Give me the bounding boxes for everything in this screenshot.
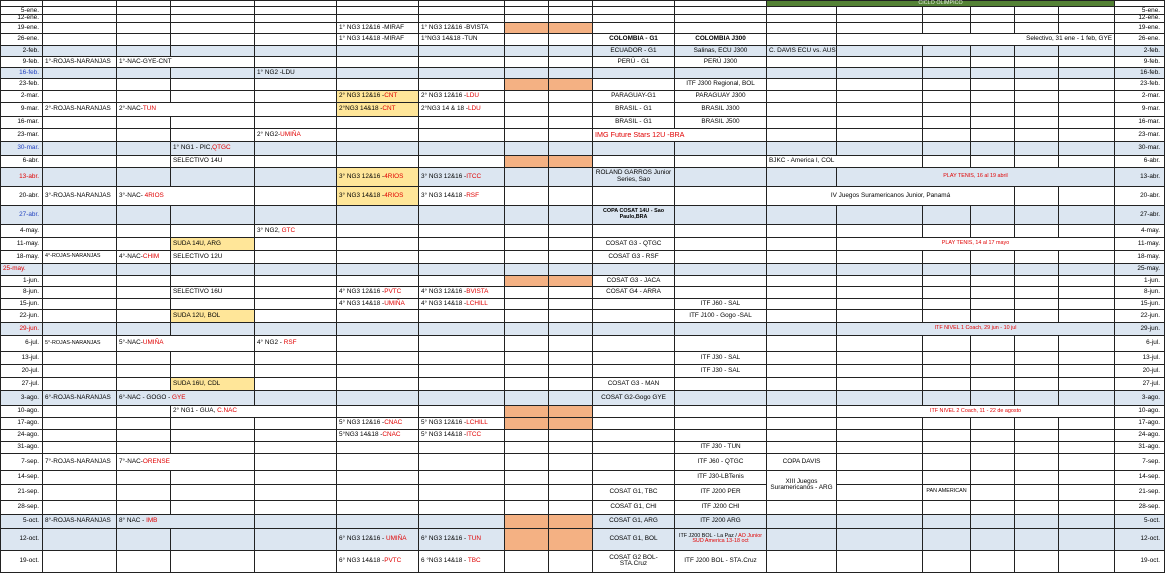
itf-col: ITF J300 Regional, BOL (675, 78, 767, 90)
week-date-right: 2-mar. (1115, 90, 1165, 102)
nac-col: 3°-NAC- 4RIOS (117, 186, 255, 205)
ng3-e: 5°NG3 14&18 -CNAC (337, 429, 419, 441)
week-row (1, 322, 1165, 335)
pan-american-col: PAN AMERICAN (923, 484, 971, 500)
week-date: 2-mar. (1, 90, 43, 102)
week-date-right: 11-may. (1115, 237, 1165, 250)
week-row (1, 514, 1165, 528)
week-date-right: 12-oct. (1115, 528, 1165, 550)
week-date-right: 20-jul. (1115, 364, 1165, 377)
note-col: PLAY TENIS, 16 al 19 abril (837, 167, 1115, 186)
week-date: 29-jun. (1, 322, 43, 335)
week-date: 3-ago. (1, 390, 43, 405)
week-date: 23-feb. (1, 78, 43, 90)
week-row (1, 102, 1165, 116)
week-row (1, 56, 1165, 67)
week-date: 8-jun. (1, 286, 43, 298)
suda-col: SUDA 12U, BOL (171, 309, 255, 322)
week-date-right: 26-ene. (1115, 33, 1165, 45)
week-date-right: 5-ene. (1115, 7, 1165, 15)
cosat-col: ECUADOR - G1 (593, 45, 675, 56)
itf-col: ITF J30-LBTenis (675, 470, 767, 484)
nac-col: 2°-NAC-TUN (117, 102, 255, 116)
week-date-right: 6-abr. (1115, 155, 1165, 167)
week-row (1, 67, 1165, 78)
ng3-f: 5° NG3 12&16 -LCHILL (419, 417, 505, 429)
week-date: 31-ago. (1, 441, 43, 453)
week-date: 21-sep. (1, 484, 43, 500)
week-date: 2-feb. (1, 45, 43, 56)
ng3-e: 2°NG3 14&18 -CNT (337, 102, 419, 116)
week-date: 20-abr. (1, 186, 43, 205)
itf-col: Salinas, ECU J300 (675, 45, 767, 56)
selectivo-col: SELECTIVO 14U (171, 155, 255, 167)
rojas-col: 2°-ROJAS-NARANJAS (43, 102, 117, 116)
juegos-col: XIII Juegos Suramericanos - ARG (767, 470, 837, 500)
itf-col: PERÚ J300 (675, 56, 767, 67)
week-date-right: 3-ago. (1115, 390, 1165, 405)
week-date-right: 28-sep. (1115, 500, 1165, 514)
week-date-right: 19-ene. (1115, 22, 1165, 33)
cosat-col: COSAT G3 - MAN (593, 377, 675, 390)
nac-col: 8° NAC - IMB (117, 514, 255, 528)
week-date-right: 23-mar. (1115, 128, 1165, 141)
cosat-col: COSAT G1, TBC (593, 484, 675, 500)
week-row (1, 263, 1165, 275)
week-row (1, 22, 1165, 33)
week-date: 4-may. (1, 224, 43, 237)
rojas-col: 4°-ROJAS-NARANJAS (43, 250, 117, 263)
week-date: 23-mar. (1, 128, 43, 141)
week-date: 16-feb. (1, 67, 43, 78)
week-date-right: 18-may. (1115, 250, 1165, 263)
week-date-right: 17-ago. (1115, 417, 1165, 429)
itf-col: ITF J200 BOL - La Paz / AO Junior SUD America 13-18 oct (675, 528, 767, 550)
ng3-f: 5° NG3 14&18 -ITCC (419, 429, 505, 441)
cosat-col: COSAT G1, CHI (593, 500, 675, 514)
itf-col: ITF J30 - TUN (675, 441, 767, 453)
ng2-col: 3° NG2, GTC (255, 224, 337, 237)
week-date-right: 13-abr. (1115, 167, 1165, 186)
week-row (1, 377, 1165, 390)
img-future-stars: IMG Future Stars 12U -BRA (593, 128, 767, 141)
week-row (1, 90, 1165, 102)
ng3-e: 6° NG3 14&18 -PVTC (337, 550, 419, 572)
week-row (1, 335, 1165, 351)
itf-col: ITF J60 - SAL (675, 298, 767, 309)
week-date: 14-sep. (1, 470, 43, 484)
ng3-f: 4° NG3 14&18 -LCHILL (419, 298, 505, 309)
itf-col: ITF J60 - QTGC (675, 453, 767, 470)
week-date-right: 14-sep. (1115, 470, 1165, 484)
ng3-e: 3° NG3 14&18 -4RIOS (337, 186, 419, 205)
week-date: 13-abr. (1, 167, 43, 186)
selectivo-col: SELECTIVO 16U (171, 286, 255, 298)
week-date-right: 15-jun. (1115, 298, 1165, 309)
cosat-col: BRASIL - G1 (593, 102, 675, 116)
week-date: 16-mar. (1, 116, 43, 128)
week-row (1, 453, 1165, 470)
week-date: 15-jun. (1, 298, 43, 309)
ng3-f: 1° NG3 12&16 -BVISTA (419, 22, 505, 33)
cosat-col: COLOMBIA - G1 (593, 33, 675, 45)
ng1-col: 1° NG1 - PIC,QTGC (171, 141, 255, 155)
week-date: 1-jun. (1, 275, 43, 286)
itf-col: ITF J200 CHI (675, 500, 767, 514)
week-date-right: 20-abr. (1115, 186, 1165, 205)
nac-col: 5°-NAC-UMIÑA (117, 335, 255, 351)
week-row (1, 7, 1165, 15)
week-date: 19-ene. (1, 22, 43, 33)
week-date-right: 16-mar. (1115, 116, 1165, 128)
week-date: 13-jul. (1, 351, 43, 364)
week-date-right: 4-may. (1115, 224, 1165, 237)
week-date: 22-jun. (1, 309, 43, 322)
ng3-e: 1° NG3 12&16 -MIRAF (337, 22, 419, 33)
week-date-right: 27-jul. (1115, 377, 1165, 390)
cosat-col: COPA COSAT 14U - Sao Paulo,BRA (593, 205, 675, 224)
rojas-col: 7°-ROJAS-NARANJAS (43, 453, 117, 470)
ng3-f: 6° NG3 12&16 - TUN (419, 528, 505, 550)
week-date: 6-jul. (1, 335, 43, 351)
suda-col: SUDA 16U, CDL (171, 377, 255, 390)
week-row (1, 417, 1165, 429)
week-date-right: 29-jun. (1115, 322, 1165, 335)
week-date: 19-oct. (1, 550, 43, 572)
cosat-col: COSAT G2-Gogo GYE (593, 390, 675, 405)
itf-col: ITF J100 - Gogo -SAL (675, 309, 767, 322)
week-date-right: 7-sep. (1115, 453, 1165, 470)
ng3-e: 5° NG3 12&16 -CNAC (337, 417, 419, 429)
note-col: PLAY TENIS, 14 al 17 mayo (837, 237, 1115, 250)
week-row (1, 470, 1165, 484)
week-date-right: 12-ene. (1115, 15, 1165, 22)
itf-col: BRASIL J300 (675, 102, 767, 116)
rojas-col: 8°-ROJAS-NARANJAS (43, 514, 117, 528)
itf-col: ITF J200 ARG (675, 514, 767, 528)
week-row (1, 500, 1165, 514)
ng3-e: 6° NG3 12&16 - UMIÑA (337, 528, 419, 550)
itf-col: COLOMBIA J300 (675, 33, 767, 45)
nac-col: 7°-NAC-ORENSE (117, 453, 255, 470)
week-row (1, 15, 1165, 22)
week-row (1, 116, 1165, 128)
week-date-right: 23-feb. (1115, 78, 1165, 90)
week-date: 11-may. (1, 237, 43, 250)
week-row (1, 484, 1165, 500)
week-row (1, 429, 1165, 441)
ng3-e: 3° NG3 12&16 -4RIOS (337, 167, 419, 186)
week-date-right: 9-feb. (1115, 56, 1165, 67)
week-row (1, 155, 1165, 167)
ng3-e: 1° NG3 14&18 -MIRAF (337, 33, 419, 45)
week-date-right: 22-jun. (1115, 309, 1165, 322)
cosat-col: PARAGUAY-G1 (593, 90, 675, 102)
week-row (1, 45, 1165, 56)
cosat-col: ROLAND GARROS Junior Series, Sao (593, 167, 675, 186)
week-row (1, 78, 1165, 90)
week-row (1, 128, 1165, 141)
cosat-col: COSAT G3 - JACA (593, 275, 675, 286)
note-col: Selectivo, 31 ene - 1 feb, GYE (837, 33, 1115, 45)
week-row (1, 186, 1165, 205)
week-date-right: 10-ago. (1115, 405, 1165, 417)
ng3-f: 6 °NG3 14&18 - TBC (419, 550, 505, 572)
week-date: 24-ago. (1, 429, 43, 441)
ng3-f: 4° NG3 12&16 -BVISTA (419, 286, 505, 298)
ng2-col: 1° NG2 -LDU (255, 67, 337, 78)
week-date: 7-sep. (1, 453, 43, 470)
ng2-col: 4° NG2 - RSF (255, 335, 337, 351)
week-row (1, 141, 1165, 155)
week-date-right: 31-ago. (1115, 441, 1165, 453)
ng3-e: 4° NG3 14&18 -UMIÑA (337, 298, 419, 309)
week-row (1, 275, 1165, 286)
week-row (1, 528, 1165, 550)
week-date: 6-abr. (1, 155, 43, 167)
week-date: 18-may. (1, 250, 43, 263)
week-date-right: 1-jun. (1115, 275, 1165, 286)
selectivo-col: SELECTIVO 12U (171, 250, 255, 263)
week-row (1, 390, 1165, 405)
week-row (1, 33, 1165, 45)
week-row (1, 237, 1165, 250)
itf-col: ITF J200 BOL - STA.Cruz (675, 550, 767, 572)
davis-col: C. DAVIS ECU vs. AUS (767, 45, 837, 56)
week-row (1, 286, 1165, 298)
week-date: 28-sep. (1, 500, 43, 514)
note-col: ITF NIVEL 1 Coach, 29 jun - 10 jul (837, 322, 1115, 335)
ng3-e: 4° NG3 12&16 -PVTC (337, 286, 419, 298)
week-date: 10-ago. (1, 405, 43, 417)
week-date: 5-oct. (1, 514, 43, 528)
ng3-f: 2° NG3 12&16 -LDU (419, 90, 505, 102)
itf-col: PARAGUAY J300 (675, 90, 767, 102)
week-date-right: 9-mar. (1115, 102, 1165, 116)
note-col: IV Juegos Suramericanos Junior, Panamá (767, 186, 1015, 205)
week-row (1, 351, 1165, 364)
week-date-right: 8-jun. (1115, 286, 1165, 298)
suda-col: SUDA 14U, ARG (171, 237, 255, 250)
week-date: 20-jul. (1, 364, 43, 377)
week-row (1, 250, 1165, 263)
cosat-col: COSAT G3 - RSF (593, 250, 675, 263)
week-date: 17-ago. (1, 417, 43, 429)
itf-col: ITF J30 - SAL (675, 364, 767, 377)
note-col: ITF NIVEL 2 Coach, 11 - 22 de agosto (837, 405, 1115, 417)
week-row (1, 205, 1165, 224)
davis-col: COPA DAVIS (767, 453, 837, 470)
week-date: 12-oct. (1, 528, 43, 550)
week-date: 26-ene. (1, 33, 43, 45)
week-date-right: 30-mar. (1115, 141, 1165, 155)
itf-col: BRASIL J500 (675, 116, 767, 128)
cosat-col: COSAT G3 - QTGC (593, 237, 675, 250)
week-date: 27-abr. (1, 205, 43, 224)
week-date-right: 13-jul. (1115, 351, 1165, 364)
rojas-col: 6°-ROJAS-NARANJAS (43, 390, 117, 405)
week-date: 9-mar. (1, 102, 43, 116)
bjkc-col: BJKC - America I, COL (767, 155, 923, 167)
week-date: 5-ene. (1, 7, 43, 15)
ng3-e: 2° NG3 12&16 -CNT (337, 90, 419, 102)
week-date-right: 16-feb. (1115, 67, 1165, 78)
week-row (1, 224, 1165, 237)
cosat-col: PERÚ - G1 (593, 56, 675, 67)
rojas-col: 1°-ROJAS-NARANJAS (43, 56, 117, 67)
week-date-right: 5-oct. (1115, 514, 1165, 528)
week-date-right: 6-jul. (1115, 335, 1165, 351)
rojas-col: 5°-ROJAS-NARANJAS (43, 335, 117, 351)
week-date: 12-ene. (1, 15, 43, 22)
itf-col: ITF J30 - SAL (675, 351, 767, 364)
ng3-f: 1°NG3 14&18 -TUN (419, 33, 505, 45)
week-date: 27-jul. (1, 377, 43, 390)
week-date-right: 27-abr. (1115, 205, 1165, 224)
week-row (1, 405, 1165, 417)
week-date-right: 19-oct. (1115, 550, 1165, 572)
week-date-right: 25-may. (1115, 263, 1165, 275)
week-date: 30-mar. (1, 141, 43, 155)
cosat-col: BRASIL - G1 (593, 116, 675, 128)
cosat-col: COSAT G1, ARG (593, 514, 675, 528)
ng2-col: 2° NG2-UMIÑA (255, 128, 337, 141)
itf-col: ITF J200 PER (675, 484, 767, 500)
ng3-f: 3° NG3 14&18 -RSF (419, 186, 505, 205)
week-date: 25-may. (1, 263, 43, 275)
week-row (1, 364, 1165, 377)
nac-col: 1°-NAC-GYE-CNT (117, 56, 255, 67)
ciclo-olimpico-header: CICLO OLÍMPICO (767, 1, 1115, 7)
ng3-f: 3° NG3 12&16 -ITCC (419, 167, 505, 186)
cosat-col: COSAT G4 - ARRA (593, 286, 675, 298)
week-row (1, 309, 1165, 322)
nac-col: 6°-NAC - GOGO - GYE (117, 390, 255, 405)
week-row (1, 441, 1165, 453)
week-row (1, 298, 1165, 309)
week-date-right: 24-ago. (1115, 429, 1165, 441)
week-date-right: 2-feb. (1115, 45, 1165, 56)
rojas-col: 3°-ROJAS-NARANJAS (43, 186, 117, 205)
cosat-col: COSAT G1, BOL (593, 528, 675, 550)
week-row (1, 167, 1165, 186)
cosat-col: COSAT G2 BOL- STA.Cruz (593, 550, 675, 572)
nac-col: 4°-NAC-CHIM (117, 250, 171, 263)
ng1-col: 2° NG1 - GUA, C.NAC (171, 405, 337, 417)
week-date-right: 21-sep. (1115, 484, 1165, 500)
ng3-f: 2°NG3 14 & 18 -LDU (419, 102, 505, 116)
week-row (1, 550, 1165, 572)
week-date: 9-feb. (1, 56, 43, 67)
